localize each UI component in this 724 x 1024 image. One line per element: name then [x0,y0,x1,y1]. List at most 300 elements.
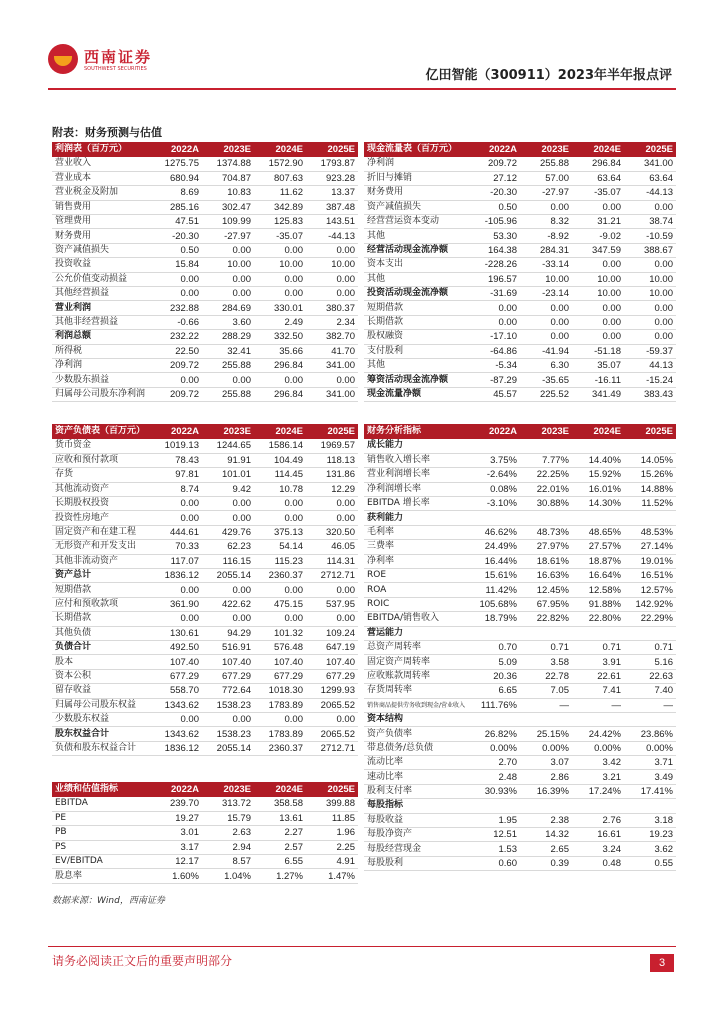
row-label: 其他流动资产 [52,482,150,496]
cell-value: 2.27 [254,826,306,840]
cell-value: 8.32 [520,215,572,229]
cell-value: 0.00 [520,200,572,214]
cell-value: 0.00 [572,258,624,272]
cell-value: 537.95 [306,597,358,611]
table-row [52,540,358,554]
cell-value: 30.93% [468,784,520,798]
cell-value: 0.00 [306,373,358,387]
table-row [364,344,676,358]
appendix-title: 附表：财务预测与估值 [52,126,162,139]
brand-logo [48,44,168,80]
row-label: EBITDA/销售收入 [364,612,468,626]
table-row [364,856,676,870]
table-row [52,453,358,467]
cell-value: 313.72 [202,797,254,811]
cell-value: 0.00 [572,315,624,329]
cell-value: 48.53% [624,525,676,539]
table-row [52,698,358,712]
cell-value: 2065.52 [306,727,358,741]
row-label: 其他经营损益 [52,287,150,301]
table-row [52,215,358,229]
cell-value: 0.00 [150,511,202,525]
cell-value: -2.64% [468,468,520,482]
cell-value: 0.00 [306,712,358,726]
cell-value: 117.07 [150,554,202,568]
cell-value [468,799,520,813]
cell-value: 10.78 [254,482,306,496]
cell-value: 1.04% [202,869,254,883]
cell-value: 116.15 [202,554,254,568]
cell-value: 35.07 [572,358,624,372]
cell-value: 3.62 [624,842,676,856]
cell-value: 677.29 [202,669,254,683]
row-label: 财务费用 [52,229,150,243]
balance-sheet-table [52,424,358,756]
cell-value: -20.30 [468,186,520,200]
cell-value: 109.99 [202,215,254,229]
row-label: 其他 [364,229,468,243]
row-label: 少数股东损益 [52,373,150,387]
cell-value: 296.84 [254,358,306,372]
cell-value: -0.66 [150,315,202,329]
cell-value: 0.00 [150,272,202,286]
logo-mark-icon [48,44,78,74]
cell-value: 296.84 [572,157,624,171]
row-label: 毛利率 [364,525,468,539]
cell-value: 3.60 [202,315,254,329]
cell-value: 516.91 [202,640,254,654]
cell-value: 558.70 [150,684,202,698]
cell-value: 0.50 [468,200,520,214]
cell-value: 10.00 [254,258,306,272]
cell-value: 8.57 [202,855,254,869]
cell-value: 164.38 [468,243,520,257]
row-label: EBITDA 增长率 [364,497,468,511]
cell-value [520,712,572,726]
cell-value: -87.29 [468,373,520,387]
table-row [52,258,358,272]
cell-value: 18.61% [520,554,572,568]
cell-value: 0.00 [202,373,254,387]
table-row [364,597,676,611]
cell-value: 347.59 [572,243,624,257]
cell-value: 91.88% [572,597,624,611]
table-row [52,330,358,344]
cell-value: 130.61 [150,626,202,640]
row-label: 销售收入增长率 [364,453,468,467]
cell-value: 0.71 [520,640,572,654]
table-row [52,315,358,329]
cell-value: -10.59 [624,229,676,243]
cell-value: 6.30 [520,358,572,372]
table-row [52,684,358,698]
cell-value: 70.33 [150,540,202,554]
row-label: 每股经营现金 [364,842,468,856]
cell-value: 47.51 [150,215,202,229]
year-header: 2025E [306,142,358,157]
year-header: 2025E [306,424,358,439]
cell-value: 0.00 [468,301,520,315]
cell-value: 24.42% [572,727,624,741]
cell-value [624,799,676,813]
cell-value: -27.97 [520,186,572,200]
table-title: 利润表（百万元） [52,142,150,157]
cell-value: 0.00 [306,272,358,286]
cell-value: 125.83 [254,215,306,229]
cell-value: -23.14 [520,287,572,301]
cell-value: 0.00 [572,200,624,214]
cell-value: 255.88 [520,157,572,171]
cell-value: -35.07 [572,186,624,200]
table-row [364,655,676,669]
row-label: EBITDA [52,797,150,811]
cell-value: 255.88 [202,387,254,401]
cell-value: 1019.13 [150,439,202,453]
cell-value: 3.24 [572,842,624,856]
table-row [364,358,676,372]
cell-value: 2.70 [468,756,520,770]
logo-text-en: SOUTHWEST SECURITIES [84,66,147,72]
cell-value: 375.13 [254,525,306,539]
table-header-row [52,782,358,797]
table-row [364,626,676,640]
row-label: 股东权益合计 [52,727,150,741]
cell-value: 0.00 [624,258,676,272]
cell-value: 209.72 [150,358,202,372]
page-number: 3 [650,954,674,972]
cell-value: 0.00 [624,200,676,214]
table-header-row [52,142,358,157]
cell-value: 0.00 [306,287,358,301]
cell-value: 2065.52 [306,698,358,712]
cell-value: 302.47 [202,200,254,214]
table-row [52,583,358,597]
table-title: 资产负债表（百万元） [52,424,150,439]
year-header: 2022A [468,142,520,157]
table-row [364,497,676,511]
row-label: 资本支出 [364,258,468,272]
cell-value: 3.18 [624,813,676,827]
cell-value: 7.77% [520,453,572,467]
cell-value: 1783.89 [254,698,306,712]
cell-value: -17.10 [468,330,520,344]
cell-value: 19.01% [624,554,676,568]
year-header: 2024E [254,782,306,797]
cell-value: 341.00 [624,157,676,171]
cell-value: 131.86 [306,468,358,482]
cell-value: 22.50 [150,344,202,358]
cell-value: 12.57% [624,583,676,597]
table-row [364,640,676,654]
row-label: 经营营运资本变动 [364,215,468,229]
year-header: 2023E [202,782,254,797]
row-label: 营业成本 [52,171,150,185]
table-row [52,439,358,453]
row-label: 存货 [52,468,150,482]
cell-value [624,439,676,453]
cell-value: 0.00 [254,373,306,387]
table-row [52,855,358,869]
year-header: 2024E [572,142,624,157]
cell-value: -44.13 [624,186,676,200]
table-row [52,727,358,741]
table-row [52,358,358,372]
cell-value: 13.37 [306,186,358,200]
row-label: 速动比率 [364,770,468,784]
cell-value: 67.95% [520,597,572,611]
cell-value: 63.64 [572,171,624,185]
cell-value: 1.96 [306,826,358,840]
cell-value: 16.51% [624,569,676,583]
cell-value: -8.92 [520,229,572,243]
financial-analysis-table [364,424,676,871]
cell-value: 48.65% [572,525,624,539]
cell-value: 2.38 [520,813,572,827]
table-header-row [52,424,358,439]
cell-value: 12.58% [572,583,624,597]
cell-value: 388.67 [624,243,676,257]
cell-value: 1275.75 [150,157,202,171]
cell-value: 15.92% [572,468,624,482]
table-row [364,301,676,315]
row-label: 负债和股东权益合计 [52,741,150,755]
cell-value: 27.14% [624,540,676,554]
cell-value: 284.31 [520,243,572,257]
cell-value: 0.00 [202,583,254,597]
cell-value: 225.52 [520,387,572,401]
cell-value: 45.57 [468,387,520,401]
cell-value: 1538.23 [202,727,254,741]
year-header: 2022A [468,424,520,439]
cell-value: 118.13 [306,453,358,467]
table-row [364,439,676,453]
cell-value: 24.49% [468,540,520,554]
year-header: 2024E [254,424,306,439]
cell-value: 1969.57 [306,439,358,453]
cell-value: 0.00 [150,287,202,301]
cell-value: 1836.12 [150,569,202,583]
valuation-table [52,782,358,884]
cell-value: 0.48 [572,856,624,870]
cell-value: 114.31 [306,554,358,568]
row-label: PB [52,826,150,840]
cell-value: 0.00 [468,315,520,329]
table-row [52,741,358,755]
row-label: 每股净资产 [364,828,468,842]
table-row [364,770,676,784]
row-label: ROE [364,569,468,583]
footer-divider [48,946,676,947]
cell-value: 16.44% [468,554,520,568]
table-row [364,612,676,626]
cell-value: 14.88% [624,482,676,496]
year-header: 2022A [150,142,202,157]
table-row [364,828,676,842]
row-label: 每股股利 [364,856,468,870]
row-label: 固定资产周转率 [364,655,468,669]
table-row [52,243,358,257]
cell-value: 1374.88 [202,157,254,171]
table-row [364,554,676,568]
table-row [52,626,358,640]
cell-value: 7.40 [624,684,676,698]
cell-value: -228.26 [468,258,520,272]
cell-value: 0.00 [254,712,306,726]
table-row [52,797,358,811]
cell-value: 30.88% [520,497,572,511]
table-row [364,511,676,525]
row-label: 存货周转率 [364,684,468,698]
cell-value: 1.53 [468,842,520,856]
cell-value: 0.00 [306,612,358,626]
cell-value: 380.37 [306,301,358,315]
row-label: 每股指标 [364,799,468,813]
cell-value: 0.08% [468,482,520,496]
cell-value: 0.00% [572,741,624,755]
cell-value: 0.00 [150,583,202,597]
table-row [52,157,358,171]
document-title: 亿田智能（300911）2023年半年报点评 [425,68,672,83]
data-source-note: 数据来源：Wind，西南证券 [52,896,165,906]
cell-value: 2360.37 [254,569,306,583]
cell-value: 107.40 [306,655,358,669]
row-label: 留存收益 [52,684,150,698]
cell-value: -9.02 [572,229,624,243]
year-header: 2023E [520,424,572,439]
year-header: 2025E [624,424,676,439]
cell-value: 3.07 [520,756,572,770]
table-row [364,525,676,539]
table-row [52,387,358,401]
cell-value: 19.27 [150,811,202,825]
cell-value: 704.87 [202,171,254,185]
cell-value: 0.00 [254,612,306,626]
cell-value: 32.41 [202,344,254,358]
cell-value: 53.30 [468,229,520,243]
cell-value [624,712,676,726]
row-label: PS [52,840,150,854]
table-row [52,569,358,583]
cell-value: 1299.93 [306,684,358,698]
cell-value: 2.86 [520,770,572,784]
cell-value: 2712.71 [306,741,358,755]
cell-value [572,439,624,453]
cell-value: 2.76 [572,813,624,827]
row-label: 营运能力 [364,626,468,640]
row-label: 归属母公司股东净利润 [52,387,150,401]
cell-value: 107.40 [150,655,202,669]
cell-value: 923.28 [306,171,358,185]
row-label: 营业收入 [52,157,150,171]
cell-value: — [520,698,572,712]
table-row [52,497,358,511]
cell-value: 0.00% [520,741,572,755]
cell-value: 101.01 [202,468,254,482]
table-row [52,344,358,358]
cell-value: 41.70 [306,344,358,358]
cell-value: -33.14 [520,258,572,272]
cell-value: 18.79% [468,612,520,626]
table-header-row [364,424,676,439]
cell-value: 1343.62 [150,727,202,741]
cell-value: 677.29 [306,669,358,683]
cell-value: 5.16 [624,655,676,669]
row-label: 资产减值损失 [52,243,150,257]
cell-value: -16.11 [572,373,624,387]
table-row [52,669,358,683]
cell-value: 46.05 [306,540,358,554]
cell-value: 3.71 [624,756,676,770]
cell-value: 16.63% [520,569,572,583]
cell-value: 14.40% [572,453,624,467]
cell-value: 27.57% [572,540,624,554]
table-row [52,200,358,214]
table-row [364,698,676,712]
row-label: 净利润 [52,358,150,372]
cell-value [572,626,624,640]
cell-value: 104.49 [254,453,306,467]
row-label: 应收和预付款项 [52,453,150,467]
cell-value: 16.64% [572,569,624,583]
row-label: 管理费用 [52,215,150,229]
table-row [364,243,676,257]
cell-value: 7.05 [520,684,572,698]
cell-value: 91.91 [202,453,254,467]
cell-value: 0.70 [468,640,520,654]
cell-value: 19.23 [624,828,676,842]
cell-value: 4.91 [306,855,358,869]
table-row [364,171,676,185]
cell-value: -51.18 [572,344,624,358]
row-label: 成长能力 [364,439,468,453]
cell-value: 0.60 [468,856,520,870]
cell-value: 22.01% [520,482,572,496]
table-row [52,482,358,496]
cell-value: 2055.14 [202,741,254,755]
table-row [52,640,358,654]
cell-value [468,626,520,640]
cell-value: 10.00 [624,287,676,301]
cell-value: 0.00% [624,741,676,755]
cell-value: 48.73% [520,525,572,539]
cell-value: 2055.14 [202,569,254,583]
row-label: ROIC [364,597,468,611]
row-label: 其他 [364,358,468,372]
cell-value: 0.00 [202,511,254,525]
table-row [364,453,676,467]
cell-value: 444.61 [150,525,202,539]
cell-value: 6.65 [468,684,520,698]
cell-value: 341.49 [572,387,624,401]
cell-value: 239.70 [150,797,202,811]
cell-value: 0.00 [254,243,306,257]
table-row [364,200,676,214]
row-label: 营业利润 [52,301,150,315]
table-row [52,511,358,525]
row-label: 无形资产和开发支出 [52,540,150,554]
cell-value: 2360.37 [254,741,306,755]
cell-value: 0.00 [202,287,254,301]
row-label: 应付和预收款项 [52,597,150,611]
cell-value: 0.00 [306,583,358,597]
row-label: 负债合计 [52,640,150,654]
cell-value: -59.37 [624,344,676,358]
cell-value: 105.68% [468,597,520,611]
table-row [52,287,358,301]
cell-value: 0.00 [150,612,202,626]
row-label: 净利率 [364,554,468,568]
cell-value: 107.40 [254,655,306,669]
